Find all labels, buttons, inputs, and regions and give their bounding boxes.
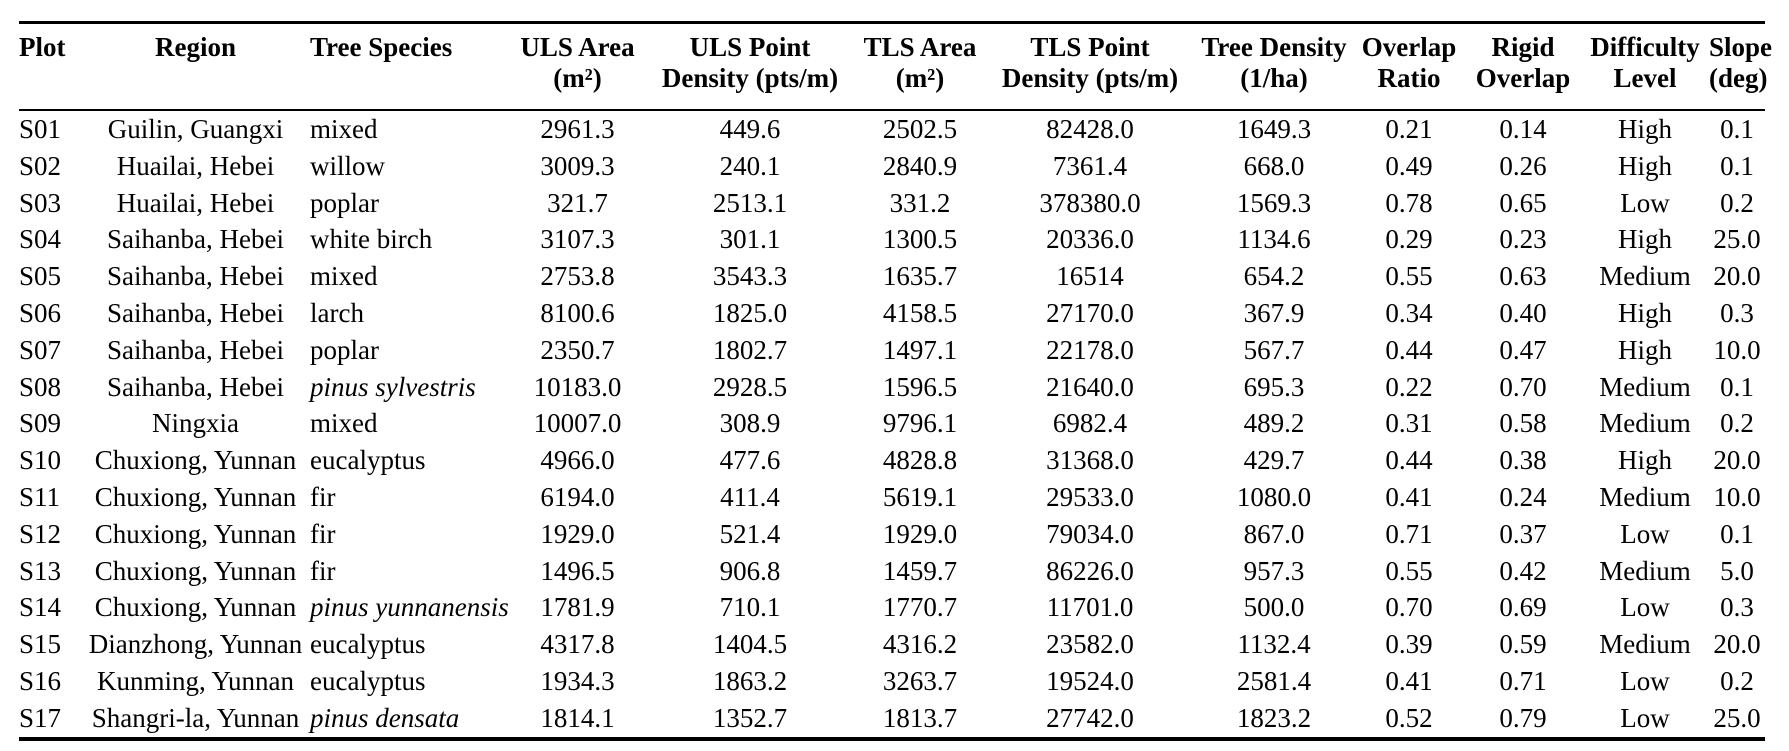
cell-uls_pd: 1825.0: [712, 297, 788, 328]
cell-overlap_ratio: 0.55: [1385, 555, 1433, 586]
cell-region: Chuxiong, Yunnan: [94, 481, 297, 512]
col-header-label: TLS Point: [1030, 32, 1150, 62]
cell-plot: S09: [19, 408, 62, 439]
cell-uls_area: 321.7: [547, 187, 608, 218]
cell-rigid_overlap: 0.37: [1499, 518, 1547, 549]
cell-tls_pd: 21640.0: [1046, 371, 1134, 402]
table-row: [19, 148, 1765, 185]
cell-tls_pd: 27742.0: [1046, 702, 1134, 733]
cell-tls_pd: 27170.0: [1046, 297, 1134, 328]
cell-plot: S11: [19, 481, 61, 512]
cell-difficulty: Low: [1620, 187, 1670, 218]
cell-rigid_overlap: 0.47: [1499, 334, 1547, 365]
cell-overlap_ratio: 0.78: [1385, 187, 1433, 218]
cell-uls_area: 1781.9: [540, 592, 615, 623]
cell-tls_area: 2840.9: [882, 150, 958, 181]
cell-tls_pd: 82428.0: [1046, 114, 1134, 144]
table-row: [19, 479, 1765, 516]
cell-species: poplar: [310, 187, 379, 218]
table-header-row: [19, 24, 1765, 110]
col-header-species: [310, 24, 510, 110]
cell-tree_density: 654.2: [1243, 261, 1305, 292]
cell-tree_density: 2581.4: [1236, 665, 1312, 696]
cell-region: Dianzhong, Yunnan: [88, 629, 303, 660]
col-header-label: ULS Area: [520, 32, 635, 62]
cell-tls_pd: 19524.0: [1046, 665, 1134, 696]
cell-uls_pd: 2928.5: [712, 371, 788, 402]
cell-plot: S10: [19, 445, 62, 476]
cell-rigid_overlap: 0.26: [1499, 150, 1547, 181]
cell-overlap_ratio: 0.55: [1385, 261, 1433, 292]
cell-difficulty: Medium: [1599, 261, 1691, 292]
cell-rigid_overlap: 0.38: [1499, 445, 1547, 476]
cell-tree_density: 867.0: [1243, 518, 1305, 549]
cell-tree_density: 668.0: [1243, 150, 1305, 181]
cell-overlap_ratio: 0.21: [1385, 114, 1433, 144]
cell-difficulty: High: [1618, 334, 1672, 365]
cell-tls_area: 4828.8: [882, 445, 958, 476]
cell-species: eucalyptus: [310, 665, 426, 696]
col-header-overlap_ratio: [1353, 24, 1465, 110]
col-header-label: Plot: [19, 32, 66, 62]
col-header-label: Overlap: [1361, 32, 1457, 62]
cell-tls_pd: 22178.0: [1046, 334, 1134, 365]
cell-slope: 10.0: [1713, 334, 1761, 365]
cell-uls_pd: 1352.7: [712, 702, 788, 733]
cell-uls_pd: 1863.2: [712, 665, 788, 696]
col-header-label: TLS Area: [863, 32, 977, 62]
cell-difficulty: High: [1618, 150, 1672, 181]
cell-rigid_overlap: 0.23: [1499, 224, 1547, 255]
cell-uls_area: 6194.0: [540, 481, 615, 512]
cell-rigid_overlap: 0.14: [1499, 114, 1547, 144]
table-row: [19, 185, 1765, 222]
cell-region: Huailai, Hebei: [116, 187, 275, 218]
cell-uls_pd: 301.1: [719, 224, 781, 255]
cell-plot: S16: [19, 665, 62, 696]
col-header-tls_area: [855, 24, 985, 110]
cell-species: fir: [310, 555, 336, 586]
table-row: [19, 258, 1765, 295]
cell-tree_density: 1134.6: [1237, 224, 1311, 255]
cell-plot: S05: [19, 261, 62, 292]
cell-tls_area: 4316.2: [882, 629, 958, 660]
cell-region: Saihanba, Hebei: [107, 297, 284, 328]
cell-difficulty: Low: [1620, 702, 1670, 733]
cell-rigid_overlap: 0.59: [1499, 629, 1547, 660]
col-header-label: Slope: [1709, 32, 1773, 62]
cell-region: Chuxiong, Yunnan: [94, 555, 297, 586]
col-header-unit: Level: [1613, 63, 1677, 93]
cell-region: Saihanba, Hebei: [107, 371, 284, 402]
cell-uls_area: 1814.1: [540, 702, 615, 733]
cell-tree_density: 367.9: [1243, 297, 1305, 328]
col-header-label: ULS Point: [689, 32, 811, 62]
cell-uls_pd: 411.4: [720, 481, 780, 512]
col-header-unit: Ratio: [1377, 63, 1441, 93]
cell-difficulty: Medium: [1599, 629, 1691, 660]
cell-uls_pd: 3543.3: [712, 261, 788, 292]
cell-region: Saihanba, Hebei: [107, 261, 284, 292]
cell-slope: 25.0: [1713, 224, 1761, 255]
cell-rigid_overlap: 0.42: [1499, 555, 1547, 586]
cell-region: Chuxiong, Yunnan: [94, 445, 297, 476]
cell-plot: S14: [19, 592, 62, 623]
col-header-tls_pd: [985, 24, 1195, 110]
cell-tree_density: 489.2: [1243, 408, 1305, 439]
cell-tls_pd: 11701.0: [1046, 592, 1134, 623]
cell-species: willow: [310, 150, 386, 181]
cell-species: poplar: [310, 334, 379, 365]
cell-tls_area: 3263.7: [882, 665, 958, 696]
table-body: [19, 110, 1765, 737]
table-row: [19, 110, 1765, 148]
cell-plot: S08: [19, 371, 62, 402]
cell-tree_density: 429.7: [1243, 445, 1305, 476]
table-row: [19, 405, 1765, 442]
cell-tree_density: 567.7: [1243, 334, 1305, 365]
cell-tls_area: 1770.7: [882, 592, 958, 623]
cell-uls_area: 3009.3: [540, 150, 615, 181]
cell-overlap_ratio: 0.41: [1385, 481, 1433, 512]
col-header-unit: (1/ha): [1240, 63, 1308, 93]
cell-uls_area: 10007.0: [533, 408, 622, 439]
cell-tls_area: 1497.1: [882, 334, 958, 365]
cell-region: Guilin, Guangxi: [107, 114, 284, 144]
cell-tree_density: 1080.0: [1236, 481, 1312, 512]
cell-tls_pd: 79034.0: [1046, 518, 1134, 549]
cell-uls_area: 8100.6: [540, 297, 615, 328]
cell-plot: S07: [19, 334, 62, 365]
cell-tls_pd: 16514: [1056, 261, 1124, 292]
cell-overlap_ratio: 0.44: [1385, 445, 1433, 476]
cell-tls_pd: 29533.0: [1046, 481, 1134, 512]
cell-tls_pd: 6982.4: [1052, 408, 1128, 439]
table-row: [19, 369, 1765, 406]
cell-uls_pd: 477.6: [719, 445, 781, 476]
cell-difficulty: High: [1618, 224, 1672, 255]
cell-slope: 0.1: [1720, 150, 1754, 181]
cell-uls_area: 1934.3: [540, 665, 615, 696]
cell-species: fir: [310, 481, 336, 512]
cell-tls_area: 1813.7: [882, 702, 958, 733]
cell-species: pinus sylvestris: [310, 371, 476, 402]
cell-region: Chuxiong, Yunnan: [94, 518, 297, 549]
cell-rigid_overlap: 0.69: [1499, 592, 1547, 623]
table-row: [19, 442, 1765, 479]
cell-slope: 20.0: [1713, 261, 1761, 292]
cell-overlap_ratio: 0.44: [1385, 334, 1433, 365]
col-header-unit: (deg): [1709, 63, 1768, 93]
cell-overlap_ratio: 0.22: [1385, 371, 1433, 402]
cell-overlap_ratio: 0.29: [1385, 224, 1433, 255]
cell-species: pinus yunnanensis: [310, 592, 509, 623]
cell-overlap_ratio: 0.39: [1385, 629, 1433, 660]
cell-rigid_overlap: 0.70: [1499, 371, 1547, 402]
col-header-unit: Density (pts/m): [1001, 63, 1179, 93]
cell-uls_pd: 240.1: [719, 150, 781, 181]
cell-slope: 0.3: [1720, 592, 1754, 623]
col-header-unit: Density (pts/m): [661, 63, 839, 93]
cell-region: Saihanba, Hebei: [107, 224, 284, 255]
col-header-label: Rigid: [1491, 32, 1555, 62]
cell-slope: 0.2: [1720, 665, 1754, 696]
col-header-tree_density: [1195, 24, 1353, 110]
cell-plot: S02: [19, 150, 62, 181]
cell-species: pinus densata: [310, 702, 460, 733]
cell-slope: 20.0: [1713, 445, 1761, 476]
cell-slope: 10.0: [1713, 481, 1761, 512]
col-header-uls_area: [510, 24, 645, 110]
cell-difficulty: Medium: [1599, 555, 1691, 586]
cell-rigid_overlap: 0.65: [1499, 187, 1547, 218]
cell-region: Kunming, Yunnan: [97, 665, 294, 696]
cell-tls_pd: 31368.0: [1046, 445, 1134, 476]
cell-slope: 0.2: [1720, 408, 1754, 439]
cell-species: mixed: [310, 408, 378, 439]
col-header-slope: [1709, 24, 1773, 110]
cell-uls_pd: 710.1: [719, 592, 781, 623]
cell-tree_density: 957.3: [1243, 555, 1305, 586]
col-header-unit: Overlap: [1475, 63, 1571, 93]
col-header-unit: [81, 63, 310, 94]
cell-uls_area: 4317.8: [540, 629, 615, 660]
cell-tls_pd: 7361.4: [1052, 150, 1128, 181]
table-row: [19, 516, 1765, 553]
cell-tls_area: 1300.5: [882, 224, 958, 255]
cell-difficulty: High: [1618, 445, 1672, 476]
cell-region: Ningxia: [152, 408, 239, 439]
cell-uls_pd: 906.8: [719, 555, 781, 586]
cell-tls_area: 331.2: [889, 187, 951, 218]
cell-rigid_overlap: 0.24: [1499, 481, 1547, 512]
col-header-region: [81, 24, 310, 110]
cell-tls_area: 1929.0: [882, 518, 958, 549]
table-row: [19, 663, 1765, 700]
cell-species: eucalyptus: [310, 445, 426, 476]
cell-plot: S04: [19, 224, 62, 255]
cell-difficulty: Low: [1620, 665, 1670, 696]
cell-uls_area: 2350.7: [540, 334, 615, 365]
cell-rigid_overlap: 0.63: [1499, 261, 1547, 292]
cell-plot: S01: [19, 114, 62, 144]
cell-uls_area: 1496.5: [540, 555, 615, 586]
cell-slope: 0.1: [1720, 114, 1754, 144]
cell-slope: 25.0: [1713, 702, 1761, 733]
cell-species: mixed: [310, 261, 378, 292]
cell-difficulty: Medium: [1599, 408, 1691, 439]
cell-tls_pd: 86226.0: [1046, 555, 1134, 586]
col-header-uls_pd: [645, 24, 855, 110]
col-header-rigid_overlap: [1465, 24, 1581, 110]
cell-overlap_ratio: 0.71: [1385, 518, 1433, 549]
cell-uls_pd: 308.9: [719, 408, 781, 439]
cell-slope: 20.0: [1713, 629, 1761, 660]
cell-tree_density: 695.3: [1243, 371, 1305, 402]
col-header-difficulty: [1581, 24, 1709, 110]
cell-uls_pd: 2513.1: [712, 187, 788, 218]
cell-uls_pd: 521.4: [719, 518, 781, 549]
cell-uls_area: 1929.0: [540, 518, 615, 549]
cell-species: larch: [310, 297, 364, 328]
cell-plot: S13: [19, 555, 62, 586]
forest-plots-table: [19, 24, 1773, 737]
cell-uls_area: 4966.0: [540, 445, 615, 476]
table-header: [19, 24, 1773, 110]
cell-tree_density: 500.0: [1243, 592, 1305, 623]
table-row: [19, 221, 1765, 258]
cell-plot: S03: [19, 187, 62, 218]
col-header-label: Difficulty: [1590, 32, 1700, 62]
col-header-label: Tree Species: [310, 32, 453, 62]
cell-tree_density: 1649.3: [1236, 114, 1312, 144]
cell-region: Huailai, Hebei: [116, 150, 275, 181]
cell-plot: S15: [19, 629, 62, 660]
cell-tree_density: 1132.4: [1237, 629, 1311, 660]
col-header-unit: (m²): [553, 63, 602, 93]
cell-tls_area: 1635.7: [882, 261, 958, 292]
cell-rigid_overlap: 0.40: [1499, 297, 1547, 328]
cell-tls_area: 4158.5: [882, 297, 958, 328]
cell-slope: 0.3: [1720, 297, 1754, 328]
table-row: [19, 589, 1765, 626]
cell-difficulty: High: [1618, 114, 1672, 144]
cell-overlap_ratio: 0.52: [1385, 702, 1433, 733]
forest-plots-table-container: [19, 21, 1773, 741]
cell-difficulty: Medium: [1599, 371, 1691, 402]
cell-plot: S17: [19, 702, 62, 733]
cell-rigid_overlap: 0.58: [1499, 408, 1547, 439]
cell-tree_density: 1569.3: [1236, 187, 1312, 218]
cell-species: mixed: [310, 114, 378, 144]
cell-overlap_ratio: 0.70: [1385, 592, 1433, 623]
cell-overlap_ratio: 0.31: [1385, 408, 1433, 439]
cell-region: Chuxiong, Yunnan: [94, 592, 297, 623]
cell-species: eucalyptus: [310, 629, 426, 660]
col-header-unit: [19, 63, 81, 94]
cell-difficulty: Low: [1620, 518, 1670, 549]
col-header-unit: (m²): [895, 63, 945, 93]
col-header-label: Tree Density: [1201, 32, 1347, 62]
cell-tree_density: 1823.2: [1236, 702, 1312, 733]
cell-plot: S12: [19, 518, 62, 549]
cell-slope: 5.0: [1720, 555, 1754, 586]
cell-uls_pd: 449.6: [719, 114, 781, 144]
cell-species: fir: [310, 518, 336, 549]
cell-tls_area: 1596.5: [882, 371, 958, 402]
cell-overlap_ratio: 0.49: [1385, 150, 1433, 181]
cell-species: white birch: [310, 224, 433, 255]
cell-uls_area: 10183.0: [533, 371, 622, 402]
cell-rigid_overlap: 0.71: [1499, 665, 1547, 696]
cell-difficulty: Medium: [1599, 481, 1691, 512]
col-header-unit: [310, 63, 510, 94]
cell-region: Saihanba, Hebei: [107, 334, 284, 365]
table-row: [19, 332, 1765, 369]
cell-overlap_ratio: 0.41: [1385, 665, 1433, 696]
cell-uls_pd: 1802.7: [712, 334, 788, 365]
cell-overlap_ratio: 0.34: [1385, 297, 1433, 328]
cell-tls_pd: 378380.0: [1039, 187, 1141, 218]
cell-uls_area: 2961.3: [540, 114, 615, 144]
cell-slope: 0.1: [1720, 518, 1754, 549]
table-row: [19, 700, 1765, 737]
cell-tls_area: 1459.7: [882, 555, 958, 586]
cell-uls_area: 3107.3: [540, 224, 615, 255]
cell-rigid_overlap: 0.79: [1499, 702, 1547, 733]
cell-difficulty: High: [1618, 297, 1672, 328]
cell-slope: 0.1: [1720, 371, 1754, 402]
cell-plot: S06: [19, 297, 62, 328]
cell-uls_area: 2753.8: [540, 261, 615, 292]
col-header-plot: [19, 24, 81, 110]
table-row: [19, 295, 1765, 332]
cell-tls_pd: 23582.0: [1046, 629, 1134, 660]
cell-tls_area: 5619.1: [882, 481, 958, 512]
cell-uls_pd: 1404.5: [712, 629, 788, 660]
cell-tls_pd: 20336.0: [1046, 224, 1134, 255]
cell-slope: 0.2: [1720, 187, 1754, 218]
cell-difficulty: Low: [1620, 592, 1670, 623]
col-header-label: Region: [155, 32, 236, 62]
cell-region: Shangri-la, Yunnan: [91, 702, 300, 733]
cell-tls_area: 9796.1: [882, 408, 958, 439]
table-row: [19, 626, 1765, 663]
cell-tls_area: 2502.5: [882, 114, 958, 144]
table-row: [19, 553, 1765, 590]
